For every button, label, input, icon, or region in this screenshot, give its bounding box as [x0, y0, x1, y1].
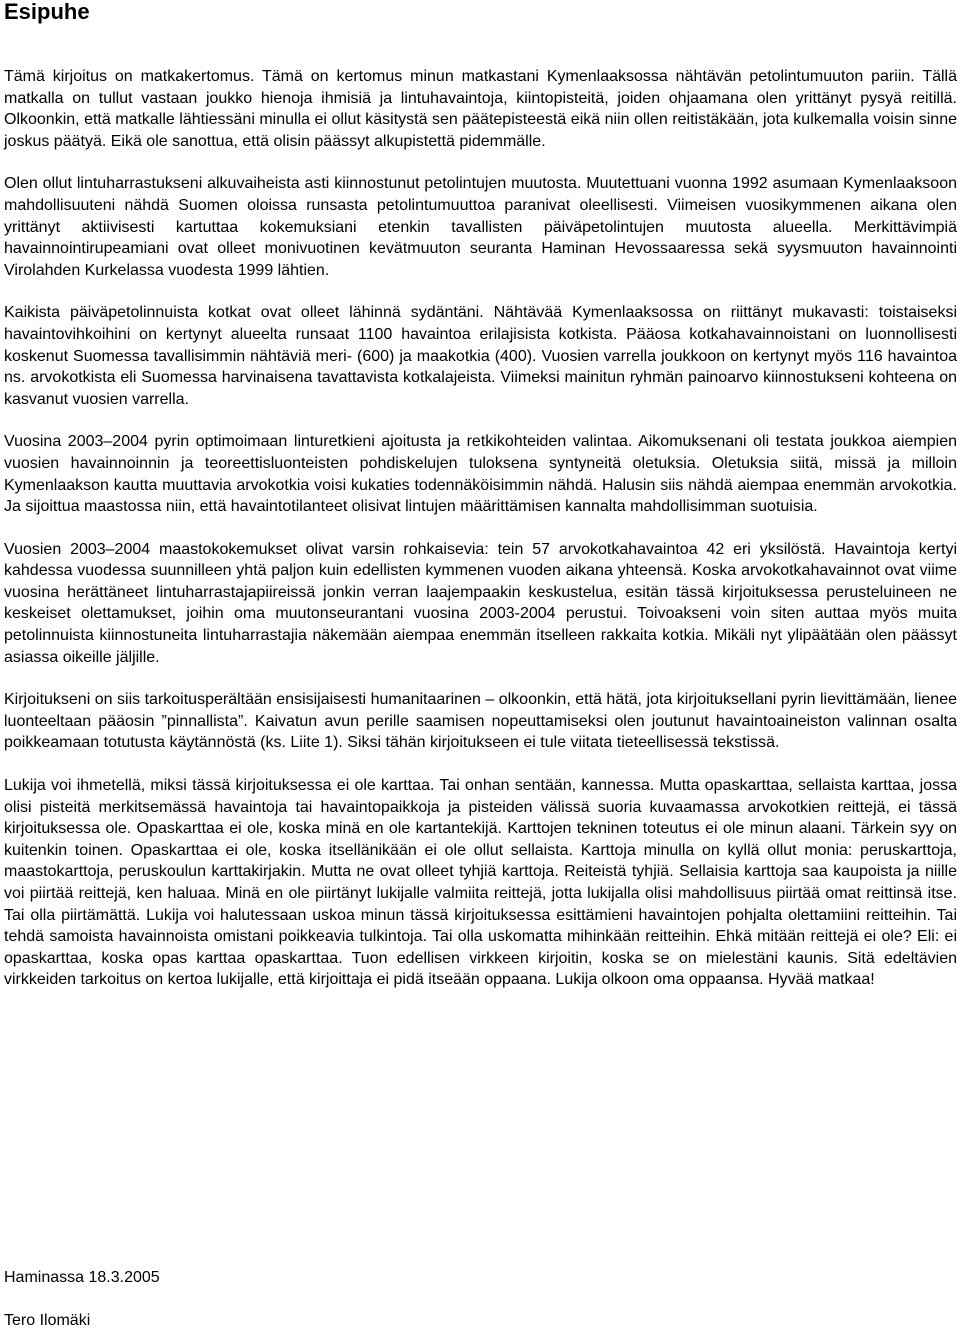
paragraph-4: Vuosina 2003–2004 pyrin optimoimaan linturetkieni ajoitusta ja retkikohteiden valintaa. Aikomuksenani oli testata joukkoa aiempien vuosien havainnoinnin ja teoreettisluonteisten pohdiskelujen tuloksena syntyneitä oletuksia. Oletuksia siitä, missä ja milloin Kymenlaakson kautta muuttavia arvokotkia voisi kukaties todennäköisimmin nähdä. Halusin siis nähdä aiempaa enemmän arvokotkia. Ja sijoittua maastossa niin, että havaintotilanteet olisivat lintujen määrittämisen kannalta mahdollisimman suotuisia. [4, 433, 957, 516]
place-date: Haminassa 18.3.2005 [4, 1269, 160, 1286]
paragraph-7: Lukija voi ihmetellä, miksi tässä kirjoituksessa ei ole karttaa. Tai onhan sentään, kannessa. Mutta opaskarttaa, sellaista karttaa, jossa olisi pisteitä merkitsemässä havaintoja tai havaintopaikkoja ja pisteiden välissä suoria kuvaamassa arvokotkien reittejä, ei tässä kirjoituksessa ole. Opaskarttaa ei ole, koska minä en ole kartantekijä. Karttojen tekninen toteutus ei ole minun alaani. Tärkein syy on kuitenkin toinen. Opaskarttaa ei ole, koska itsellänikään ei ole ollut sellaista. Karttoja minulla on kyllä ollut monia: peruskarttoja, maastokarttoja, peruskoulun karttakirjakin. Mutta ne ovat olleet tyhjiä karttoja. Reiteistä tyhjiä. Sellaisia karttoja saa kaupoista ja niille voi piirtää reittejä, ken haluaa. Minä en ole piirtänyt lukijalle valmiita reittejä, jotta lukijalla olisi mahdollisuus piirtää omat reittinsä itse. Tai olla piirtämättä. Lukija voi halutessaan uskoa minun tässä kirjoituksessa esittämieni havaintojen pohjalta olettamiini reitteihin. Tai tehdä samoista havainnoista omistani poikkeavia tulkintoja. Tai olla uskomatta mihinkään reitteihin. Ehkä mitään reittejä ei ole? Eli: ei opaskarttaa, koska opas karttaa opaskarttaa. Tuon edellisen virkkeen kirjoitin, koska se on mielestäni kaunis. Sitä edeltävien virkkeiden tarkoitus on kertoa lukijalle, että kirjoittaja ei pidä itseään oppaana. Lukija olkoon oma oppaansa. Hyvää matkaa! [4, 777, 957, 989]
paragraph-6: Kirjoitukseni on siis tarkoitusperältään ensisijaisesti humanitaarinen – olkoonkin, että hätä, jota kirjoituksellani pyrin lievittämään, lienee luonteeltaan pääosin ”pinnallista”. Kaivatun avun perille saamisen nopeuttamiseksi olen joutunut havaintoaineiston valinnan osalta poikkeamaan totutusta käytännöstä (ks. Liite 1). Siksi tähän kirjoitukseen ei tule viitata tieteellisessä tekstissä. [4, 691, 957, 752]
paragraph-2: Olen ollut lintuharrastukseni alkuvaiheista asti kiinnostunut petolintujen muutosta. Muutettuani vuonna 1992 asumaan Kymenlaaksoon mahdollisuuteni nähdä Suomen oloissa runsasta petolintumuuttoa paranivat oleellisesti. Viimeisen vuosikymmenen aikana olen yrittänyt aktiivisesti kartuttaa kokemuksiani etenkin tavallisten päiväpetolintujen muutosta alueella. Merkittävimpiä havainnointirupeamiani ovat olleet monivuotinen kevätmuuton seuranta Haminan Hevossaaressa sekä syysmuuton havainnointi Virolahden Kurkelassa vuodesta 1999 lähtien. [4, 175, 957, 279]
paragraph-1: Tämä kirjoitus on matkakertomus. Tämä on kertomus minun matkastani Kymenlaaksossa nähtävän petolintumuuton pariin. Tällä matkalla on tullut vastaan joukko hienoja ihmisiä ja lintuhavaintoja, kiintopisteitä, joiden ohjaamana olen yrittänyt pysyä reitillä. Olkoonkin, että matkalle lähtiessäni minulla ei ollut käsitystä sen päätepisteestä eikä niin ollen reitistäkään, jota kulkemalla voisin sinne joskus päätyä. Eikä ole sanottua, että olisin päässyt alkupistettä pidemmälle. [4, 68, 957, 150]
paragraph-5: Vuosien 2003–2004 maastokokemukset olivat varsin rohkaisevia: tein 57 arvokotkahavaintoa 42 eri yksilöstä. Havaintoja kertyi kahdessa vuodessa suunnilleen yhtä paljon kuin edellisten kymmenen vuoden aikana yhteensä. Koska arvokotkahavainnot ovat viime vuosina herättäneet lintuharrastajapiireissä jonkin verran laajempaakin keskustelua, esitän tässä kirjoituksessa perusteluineen ne keskeiset olettamukset, joihin oma muutonseurantani vuosina 2003-2004 perustui. Toivoakseni voin siten auttaa myös muita petolinnuista kiinnostuneita lintuharrastajia näkemään aiempaa enemmän itselleen rakkaita kotkia. Mikäli nyt ylipäätään olen päässyt asiassa oikeille jäljille. [4, 540, 957, 666]
document-body [4, 66, 957, 1012]
page-title: Esipuhe [4, 0, 90, 24]
paragraph-3: Kaikista päiväpetolinnuista kotkat ovat olleet lähinnä sydäntäni. Nähtävää Kymenlaaksossa on riittänyt mukavasti: toistaiseksi havaintovihkoihini on kertynyt alueelta runsaat 1100 havaintoa erilajisista kotkista. Pääosa kotkahavainnoistani on luonnollisesti koskenut Suomessa tavallisimmin nähtäviä meri- (600) ja maakotkia (400). Vuosien varrella joukkoon on kertynyt myös 116 havaintoa ns. arvokotkista eli Suomessa harvinaisena tavattavista kotkalajeista. Viimeksi mainitun ryhmän painoarvo kiinnostukseni kohteena on kasvanut vuosien varrella. [4, 304, 957, 408]
author-signature: Tero Ilomäki [4, 1312, 91, 1329]
